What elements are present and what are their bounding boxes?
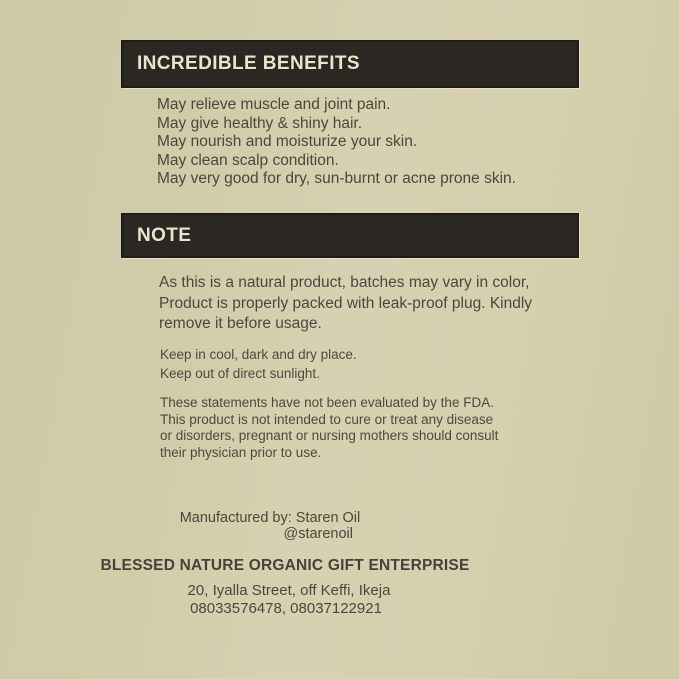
note-title: NOTE bbox=[137, 224, 192, 246]
company-address: 20, Iyalla Street, off Keffi, Ikeja bbox=[187, 582, 391, 599]
disclaimer-line: or disorders, pregnant or nursing mothers should consult bbox=[160, 428, 499, 443]
benefit-line: May give healthy & shiny hair. bbox=[157, 114, 363, 132]
benefit-line: May very good for dry, sun-burnt or acne prone skin. bbox=[157, 170, 516, 187]
benefit-line: May nourish and moisturize your skin. bbox=[157, 133, 418, 150]
benefit-line: May clean scalp condition. bbox=[157, 151, 339, 169]
fda-disclaimer bbox=[160, 395, 498, 461]
storage-line: Keep out of direct sunlight. bbox=[160, 365, 320, 381]
note-paragraph-line: As this is a natural product, batches may vary in color, bbox=[159, 274, 530, 291]
storage-instructions bbox=[160, 346, 357, 383]
benefits-title: INCREDIBLE BENEFITS bbox=[137, 53, 360, 74]
benefits-list bbox=[157, 96, 516, 189]
note-header-bar bbox=[121, 213, 579, 258]
social-handle: @starenoil bbox=[283, 526, 353, 542]
storage-line: Keep in cool, dark and dry place. bbox=[160, 347, 357, 362]
disclaimer-line: their physician prior to use. bbox=[160, 444, 322, 460]
phone-numbers: 08033576478, 08037122921 bbox=[190, 600, 382, 617]
benefit-line: May relieve muscle and joint pain. bbox=[157, 96, 391, 113]
disclaimer-line: These statements have not been evaluated by the FDA. bbox=[160, 395, 494, 410]
manufactured-by: Manufactured by: Staren Oil bbox=[179, 510, 361, 526]
note-paragraph-line: Product is properly packed with leak-proof plug. Kindly bbox=[159, 294, 533, 312]
benefits-header-bar bbox=[121, 40, 579, 88]
note-paragraph-line: remove it before usage. bbox=[159, 315, 322, 332]
company-name: BLESSED NATURE ORGANIC GIFT ENTERPRISE bbox=[100, 557, 470, 574]
note-paragraph bbox=[159, 273, 532, 335]
disclaimer-line: This product is not intended to cure or treat any disease bbox=[160, 411, 494, 427]
